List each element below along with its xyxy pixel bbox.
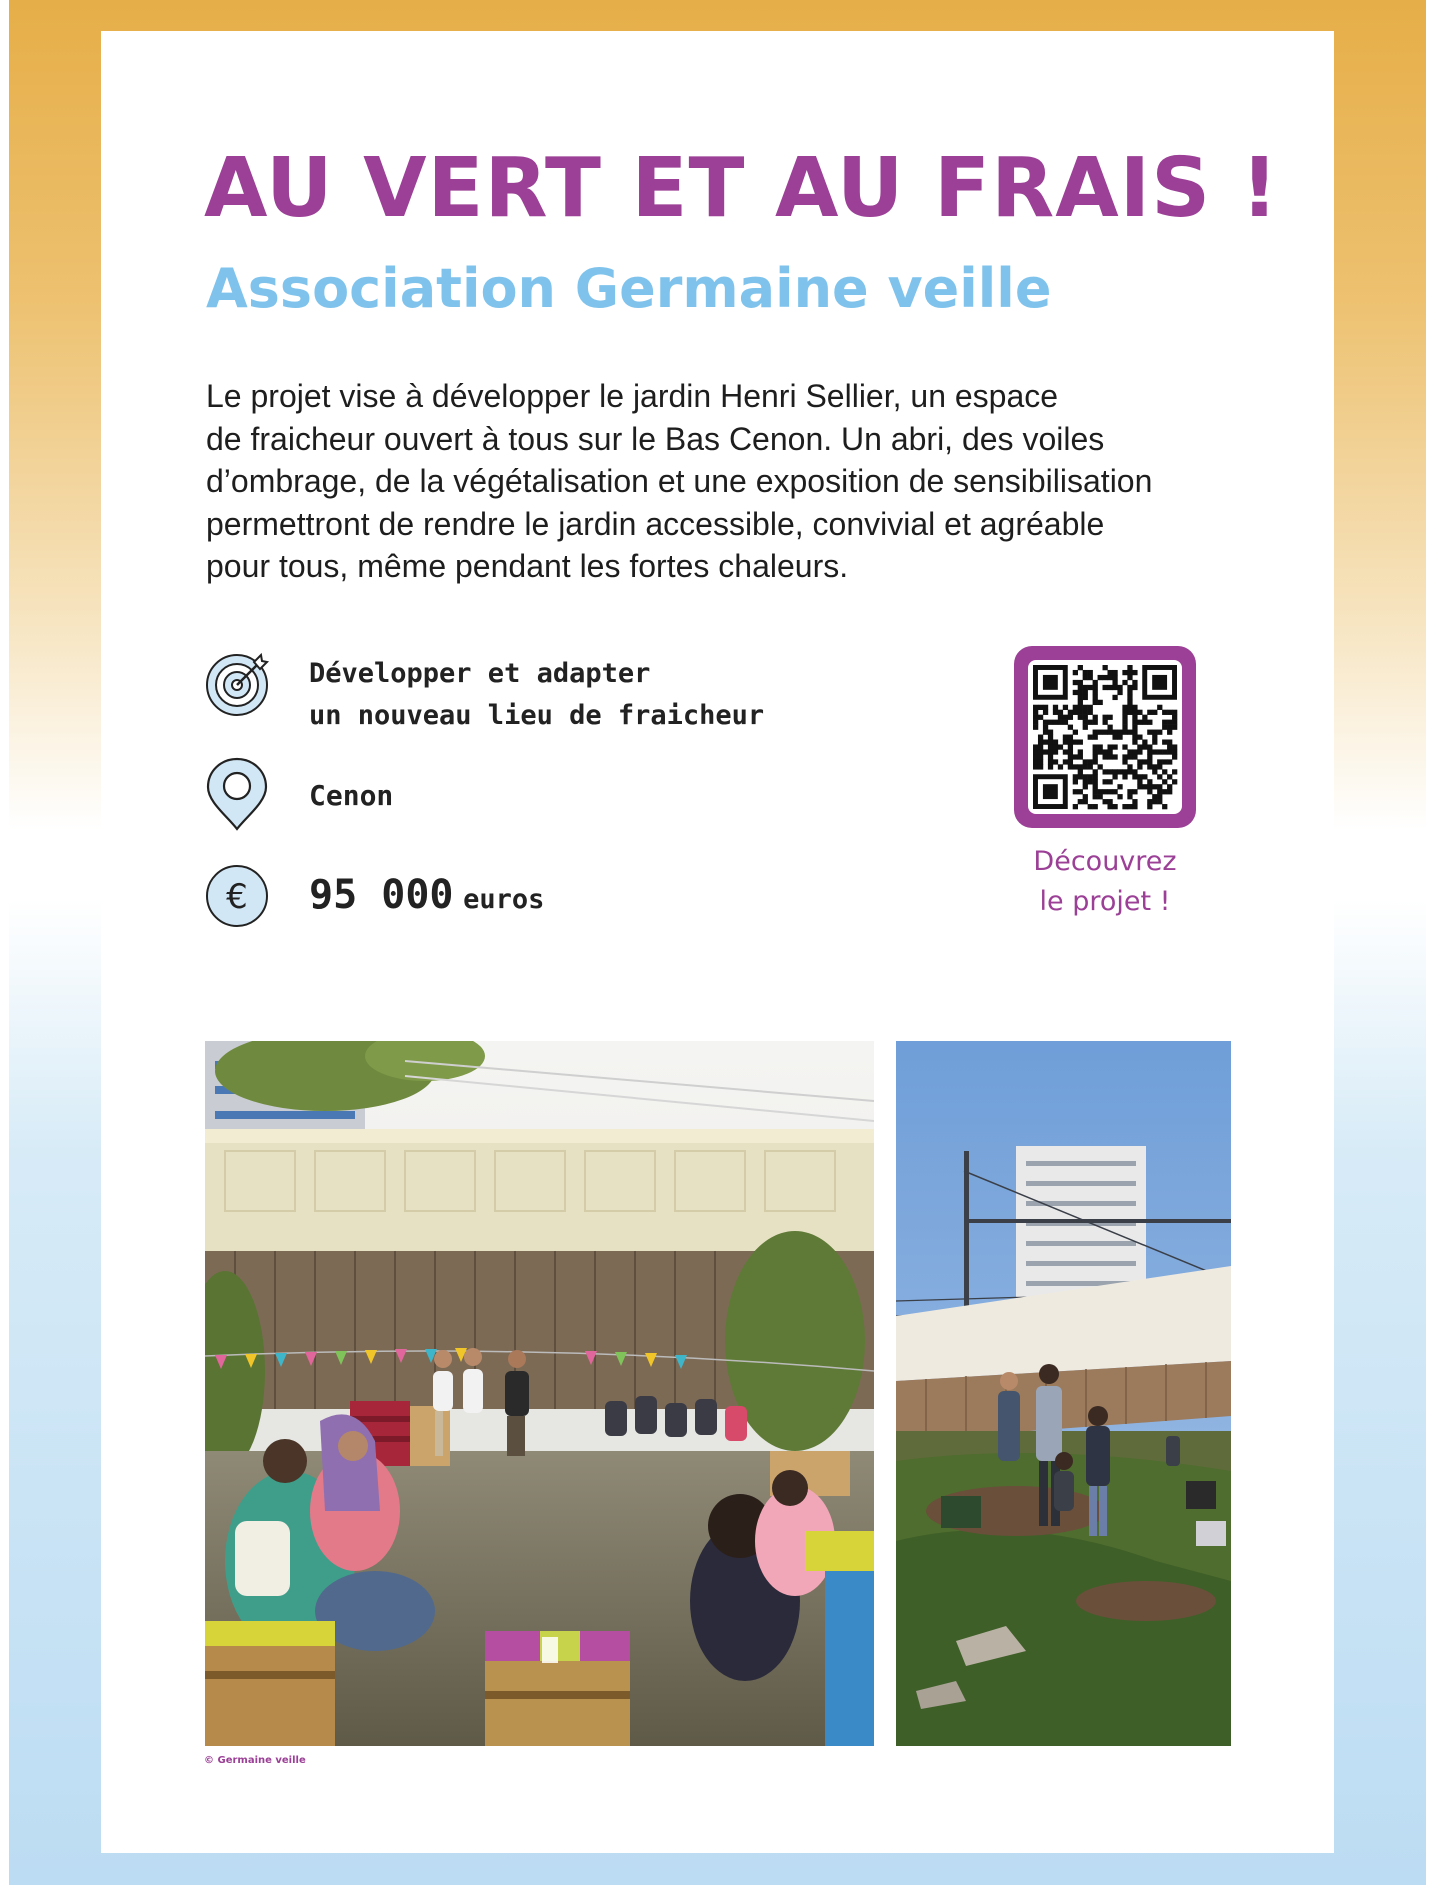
amount-unit: euros	[463, 884, 545, 915]
content-card	[101, 31, 1334, 1853]
association-name: Association Germaine veille	[206, 257, 1052, 320]
location-text: Cenon	[309, 779, 394, 812]
project-description: Le projet vise à développer le jardin Henri Sellier, un espace de fraicheur ouvert à tous sur le Bas Cenon. Un abri, des voiles d’ombrage, de la végétalisation et une exposition de sensibilisation permettront de rendre le jardin accessible, convivial et agréable pour tous, même pendant les fortes chaleurs.	[206, 378, 1153, 584]
location-pin-icon	[205, 756, 269, 836]
page-edge-left	[0, 0, 9, 1885]
amount-text	[309, 871, 544, 927]
euro-icon	[204, 863, 270, 933]
garden-planting-photo	[896, 1041, 1231, 1746]
objective-line-1: Développer et adapter	[309, 658, 651, 689]
amount-value: 95 000	[309, 872, 454, 918]
objective-line-2: un nouveau lieu de fraicheur	[309, 700, 765, 731]
page-edge-right	[1426, 0, 1435, 1885]
page-title: AU VERT ET AU FRAIS !	[204, 141, 1280, 236]
objective-text	[309, 653, 764, 737]
svg-text:€: €	[226, 877, 248, 917]
qr-code[interactable]	[1028, 660, 1182, 814]
garden-event-photo	[205, 1041, 874, 1746]
target-icon	[204, 651, 270, 721]
qr-code-icon	[1028, 660, 1182, 814]
qr-caption: Découvrez le projet !	[1033, 846, 1177, 917]
photo-credit: © Germaine veille	[204, 1755, 306, 1766]
qr-code-frame[interactable]	[1014, 646, 1196, 828]
